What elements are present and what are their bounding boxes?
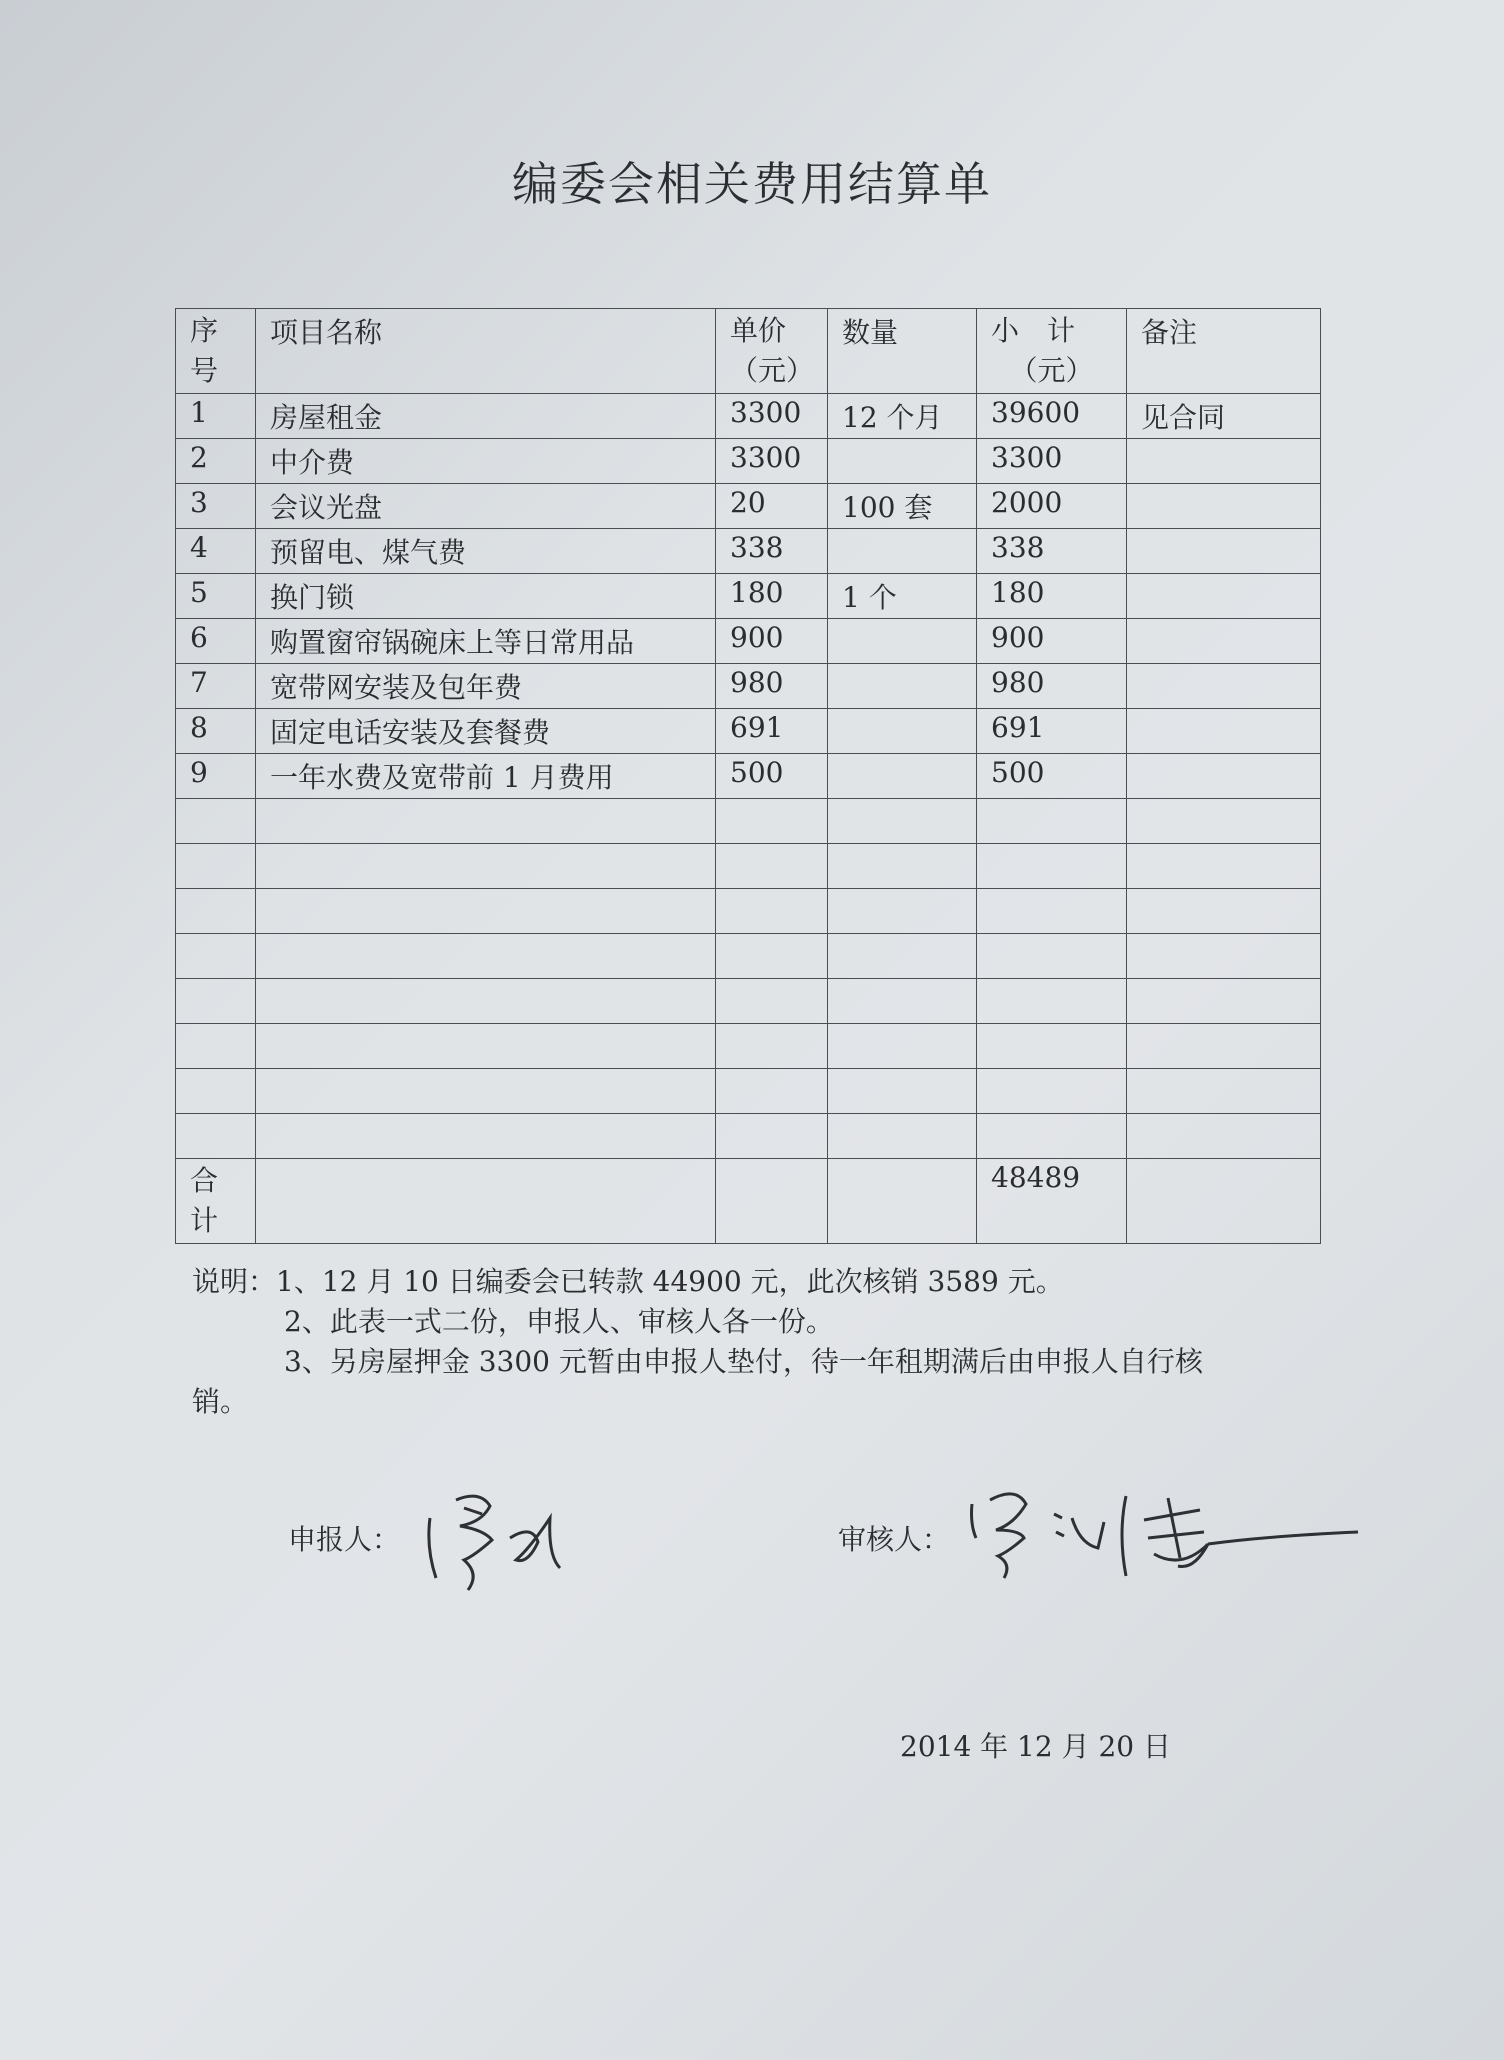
header-quantity: 数量 — [828, 309, 977, 394]
reviewer-signature — [968, 1474, 1368, 1594]
cell-remark — [1127, 484, 1321, 529]
blank-cell — [256, 1069, 716, 1114]
cell-subtotal: 39600 — [977, 394, 1127, 439]
cell-unit-price: 338 — [716, 529, 828, 574]
cell-quantity — [828, 619, 977, 664]
cell-seq: 9 — [176, 754, 256, 799]
note-line-2: 2、此表一式二份，申报人、审核人各一份。 — [284, 1305, 834, 1338]
cell-quantity — [828, 529, 977, 574]
cell-name: 固定电话安装及套餐费 — [256, 709, 716, 754]
blank-cell — [977, 844, 1127, 889]
cell-unit-price: 900 — [716, 619, 828, 664]
blank-row — [176, 979, 1321, 1024]
cell-name: 购置窗帘锅碗床上等日常用品 — [256, 619, 716, 664]
blank-cell — [828, 799, 977, 844]
cell-subtotal: 500 — [977, 754, 1127, 799]
total-empty-cell — [256, 1159, 716, 1244]
total-empty-cell — [828, 1159, 977, 1244]
cell-remark — [1127, 709, 1321, 754]
notes — [192, 1262, 1312, 1422]
blank-row — [176, 889, 1321, 934]
table-row — [176, 529, 1321, 574]
blank-cell — [1127, 799, 1321, 844]
table-row — [176, 619, 1321, 664]
blank-cell — [256, 1024, 716, 1069]
blank-cell — [977, 1114, 1127, 1159]
cell-name: 一年水费及宽带前 1 月费用 — [256, 754, 716, 799]
expense-table — [175, 308, 1321, 1244]
blank-cell — [1127, 1069, 1321, 1114]
note-line-1: 说明：1、12 月 10 日编委会已转款 44900 元，此次核销 3589 元。 — [192, 1265, 1064, 1298]
cell-remark — [1127, 529, 1321, 574]
blank-cell — [256, 979, 716, 1024]
cell-unit-price: 3300 — [716, 439, 828, 484]
header-item-name: 项目名称 — [256, 309, 716, 394]
blank-cell — [716, 979, 828, 1024]
blank-cell — [828, 934, 977, 979]
cell-seq: 5 — [176, 574, 256, 619]
blank-cell — [828, 1069, 977, 1114]
cell-subtotal: 338 — [977, 529, 1127, 574]
table-row — [176, 754, 1321, 799]
blank-cell — [977, 979, 1127, 1024]
blank-row — [176, 934, 1321, 979]
blank-cell — [176, 799, 256, 844]
blank-cell — [256, 889, 716, 934]
blank-row — [176, 1069, 1321, 1114]
cell-unit-price: 3300 — [716, 394, 828, 439]
blank-cell — [716, 844, 828, 889]
cell-seq: 3 — [176, 484, 256, 529]
cell-name: 换门锁 — [256, 574, 716, 619]
blank-cell — [1127, 1114, 1321, 1159]
table-row — [176, 574, 1321, 619]
blank-cell — [828, 1024, 977, 1069]
cell-remark — [1127, 754, 1321, 799]
cell-subtotal: 691 — [977, 709, 1127, 754]
blank-cell — [256, 844, 716, 889]
blank-cell — [176, 1024, 256, 1069]
total-empty-cell — [1127, 1159, 1321, 1244]
cell-remark: 见合同 — [1127, 394, 1321, 439]
cell-seq: 2 — [176, 439, 256, 484]
blank-cell — [1127, 1024, 1321, 1069]
cell-subtotal: 980 — [977, 664, 1127, 709]
table-row — [176, 484, 1321, 529]
cell-seq: 7 — [176, 664, 256, 709]
blank-cell — [828, 1114, 977, 1159]
total-label: 合 计 — [176, 1159, 256, 1244]
page-title: 编委会相关费用结算单 — [512, 157, 992, 211]
blank-cell — [256, 934, 716, 979]
blank-cell — [1127, 889, 1321, 934]
applicant-signature — [420, 1478, 590, 1598]
blank-cell — [977, 1069, 1127, 1114]
cell-name: 中介费 — [256, 439, 716, 484]
table-row — [176, 709, 1321, 754]
note-line-3: 3、另房屋押金 3300 元暂由申报人垫付，待一年租期满后由申报人自行核 — [284, 1345, 1203, 1378]
blank-cell — [176, 844, 256, 889]
cell-unit-price: 20 — [716, 484, 828, 529]
cell-name: 预留电、煤气费 — [256, 529, 716, 574]
blank-cell — [977, 934, 1127, 979]
note-line-3-cont: 销。 — [192, 1385, 249, 1418]
blank-cell — [977, 799, 1127, 844]
table-row — [176, 394, 1321, 439]
cell-name: 会议光盘 — [256, 484, 716, 529]
blank-cell — [716, 1024, 828, 1069]
blank-cell — [256, 1114, 716, 1159]
reviewer-label: 审核人： — [838, 1523, 951, 1556]
blank-cell — [176, 934, 256, 979]
blank-row — [176, 1024, 1321, 1069]
applicant-label: 申报人： — [288, 1523, 401, 1556]
cell-seq: 8 — [176, 709, 256, 754]
cell-subtotal: 180 — [977, 574, 1127, 619]
cell-seq: 1 — [176, 394, 256, 439]
blank-cell — [1127, 934, 1321, 979]
cell-quantity — [828, 709, 977, 754]
cell-unit-price: 980 — [716, 664, 828, 709]
cell-subtotal: 2000 — [977, 484, 1127, 529]
blank-cell — [176, 1069, 256, 1114]
table-header-row — [176, 309, 1321, 394]
blank-cell — [977, 1024, 1127, 1069]
blank-row — [176, 844, 1321, 889]
header-remark: 备注 — [1127, 309, 1321, 394]
header-subtotal: 小 计 （元） — [977, 309, 1127, 394]
blank-cell — [828, 889, 977, 934]
cell-name: 宽带网安装及包年费 — [256, 664, 716, 709]
total-subtotal: 48489 — [977, 1159, 1127, 1244]
document-date: 2014 年 12 月 20 日 — [900, 1730, 1172, 1763]
blank-cell — [716, 889, 828, 934]
blank-cell — [1127, 844, 1321, 889]
cell-remark — [1127, 664, 1321, 709]
cell-quantity: 100 套 — [828, 484, 977, 529]
cell-remark — [1127, 619, 1321, 664]
blank-cell — [828, 979, 977, 1024]
cell-unit-price: 500 — [716, 754, 828, 799]
cell-quantity — [828, 754, 977, 799]
blank-row — [176, 1114, 1321, 1159]
blank-cell — [716, 1069, 828, 1114]
blank-row — [176, 799, 1321, 844]
cell-quantity: 1 个 — [828, 574, 977, 619]
blank-cell — [716, 934, 828, 979]
table-row — [176, 664, 1321, 709]
cell-remark — [1127, 439, 1321, 484]
cell-subtotal: 3300 — [977, 439, 1127, 484]
cell-quantity — [828, 664, 977, 709]
blank-cell — [716, 799, 828, 844]
cell-name: 房屋租金 — [256, 394, 716, 439]
table-row — [176, 439, 1321, 484]
cell-unit-price: 180 — [716, 574, 828, 619]
cell-quantity — [828, 439, 977, 484]
blank-cell — [256, 799, 716, 844]
cell-quantity: 12 个月 — [828, 394, 977, 439]
blank-cell — [176, 1114, 256, 1159]
blank-cell — [1127, 979, 1321, 1024]
total-row — [176, 1159, 1321, 1244]
cell-unit-price: 691 — [716, 709, 828, 754]
blank-cell — [828, 844, 977, 889]
header-unit-price: 单价 （元） — [716, 309, 828, 394]
header-seq: 序 号 — [176, 309, 256, 394]
total-empty-cell — [716, 1159, 828, 1244]
cell-subtotal: 900 — [977, 619, 1127, 664]
cell-remark — [1127, 574, 1321, 619]
blank-cell — [977, 889, 1127, 934]
blank-cell — [176, 889, 256, 934]
blank-cell — [176, 979, 256, 1024]
cell-seq: 4 — [176, 529, 256, 574]
cell-seq: 6 — [176, 619, 256, 664]
blank-cell — [716, 1114, 828, 1159]
